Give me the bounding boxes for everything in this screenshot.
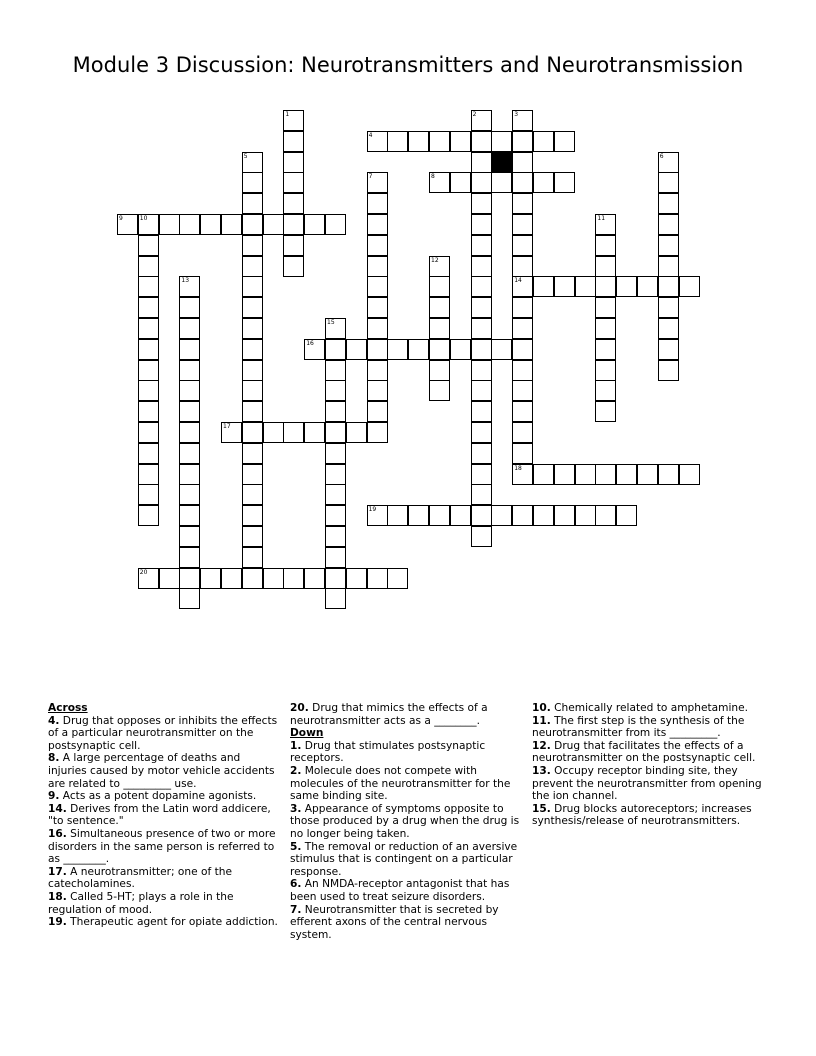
grid-cell[interactable]: [242, 152, 263, 173]
grid-cell[interactable]: [325, 214, 346, 235]
clue-down-12: 12. Drug that facilitates the effects of a neurotransmitter on the postsynaptic cell.: [532, 739, 756, 765]
grid-cell[interactable]: [616, 464, 637, 485]
grid-cell[interactable]: [242, 193, 263, 214]
grid-cell[interactable]: [616, 276, 637, 297]
clue-number: 6: [659, 152, 664, 160]
clues-column-3: [532, 702, 766, 828]
grid-cell[interactable]: [242, 484, 263, 505]
grid-cell[interactable]: [637, 464, 658, 485]
grid-cell[interactable]: [658, 235, 679, 256]
clue-across-19: 19. Therapeutic agent for opiate addiction.: [48, 916, 278, 929]
grid-cell[interactable]: [637, 276, 658, 297]
grid-cell[interactable]: [242, 401, 263, 422]
grid-cell[interactable]: [283, 193, 304, 214]
grid-cell[interactable]: [346, 339, 367, 360]
grid-cell[interactable]: [263, 214, 284, 235]
grid-cell[interactable]: [491, 172, 512, 193]
grid-cell[interactable]: [595, 360, 616, 381]
grid-cell[interactable]: [242, 172, 263, 193]
across-heading: Across: [48, 702, 88, 714]
grid-cell[interactable]: [179, 339, 200, 360]
grid-cell[interactable]: [325, 588, 346, 609]
grid-cell[interactable]: [408, 505, 429, 526]
grid-cell[interactable]: [512, 401, 533, 422]
grid-cell[interactable]: [512, 464, 533, 485]
grid-cell[interactable]: [367, 505, 388, 526]
grid-cell[interactable]: [325, 401, 346, 422]
grid-cell[interactable]: [471, 339, 492, 360]
grid-cell[interactable]: [658, 152, 679, 173]
clue-number: 12: [431, 256, 439, 264]
grid-cell[interactable]: [387, 131, 408, 152]
grid-cell[interactable]: [138, 443, 159, 464]
grid-cell[interactable]: [429, 360, 450, 381]
grid-cell[interactable]: [595, 339, 616, 360]
grid-cell[interactable]: [179, 526, 200, 547]
grid-cell[interactable]: [367, 360, 388, 381]
grid-cell[interactable]: [554, 172, 575, 193]
grid-cell[interactable]: [471, 110, 492, 131]
grid-cell[interactable]: [575, 505, 596, 526]
grid-cell[interactable]: [512, 172, 533, 193]
grid-cell[interactable]: [408, 131, 429, 152]
grid-cell[interactable]: [533, 172, 554, 193]
grid-cell[interactable]: [595, 401, 616, 422]
grid-cell[interactable]: [658, 193, 679, 214]
grid-cell[interactable]: [242, 505, 263, 526]
grid-cell[interactable]: [179, 505, 200, 526]
page-title: Module 3 Discussion: Neurotransmitters and Neurotransmission: [72, 53, 744, 77]
grid-cell[interactable]: [367, 297, 388, 318]
grid-cell[interactable]: [283, 422, 304, 443]
grid-cell[interactable]: [283, 214, 304, 235]
grid-cell[interactable]: [658, 464, 679, 485]
grid-cell[interactable]: [512, 318, 533, 339]
clue-across-14: 14. Derives from the Latin word addicere, "to sentence.": [48, 802, 271, 828]
grid-cell[interactable]: [491, 505, 512, 526]
grid-cell[interactable]: [367, 380, 388, 401]
clue-number: 7: [368, 173, 373, 181]
grid-cell[interactable]: [471, 235, 492, 256]
grid-cell[interactable]: [575, 464, 596, 485]
grid-cell[interactable]: [512, 360, 533, 381]
grid-cell[interactable]: [138, 505, 159, 526]
grid-cell[interactable]: [387, 568, 408, 589]
clues-column-2: [290, 702, 524, 941]
clue-across-4: 4. Drug that opposes or inhibits the effects of a particular neurotransmitter on the postsynaptic cell.: [48, 714, 278, 752]
grid-cell[interactable]: [325, 484, 346, 505]
grid-cell[interactable]: [179, 276, 200, 297]
grid-cell[interactable]: [658, 318, 679, 339]
clue-across-17: 17. A neurotransmitter; one of the catecholamines.: [48, 865, 232, 891]
grid-cell[interactable]: [471, 360, 492, 381]
grid-cell[interactable]: [179, 318, 200, 339]
grid-cell[interactable]: [325, 360, 346, 381]
grid-cell[interactable]: [138, 276, 159, 297]
clue-number: 3: [514, 111, 519, 118]
clue-number: 14: [514, 277, 522, 285]
clue-number: 11: [597, 215, 606, 222]
grid-cell[interactable]: [283, 110, 304, 131]
grid-cell[interactable]: [658, 297, 679, 318]
grid-cell[interactable]: [242, 422, 263, 443]
grid-cell[interactable]: [325, 547, 346, 568]
grid-cell[interactable]: [471, 505, 492, 526]
grid-cell[interactable]: [138, 380, 159, 401]
grid-cell[interactable]: [450, 505, 471, 526]
grid-cell[interactable]: [429, 380, 450, 401]
grid-cell[interactable]: [512, 235, 533, 256]
grid-cell[interactable]: [242, 526, 263, 547]
clue-down-10: 10. Chemically related to amphetamine.: [532, 702, 749, 714]
grid-cell[interactable]: [658, 276, 679, 297]
grid-cell[interactable]: [138, 422, 159, 443]
grid-cell[interactable]: [159, 214, 180, 235]
grid-cell[interactable]: [367, 276, 388, 297]
grid-cell[interactable]: [283, 256, 304, 277]
grid-cell[interactable]: [471, 214, 492, 235]
grid-cell[interactable]: [533, 505, 554, 526]
clue-down-15: 15. Drug blocks autoreceptors; increases synthesis/release of neurotransmitters.: [532, 802, 752, 828]
grid-cell[interactable]: [471, 422, 492, 443]
grid-cell[interactable]: [533, 464, 554, 485]
grid-cell[interactable]: [304, 422, 325, 443]
grid-cell[interactable]: [450, 172, 471, 193]
grid-cell[interactable]: [471, 443, 492, 464]
grid-cell[interactable]: [512, 297, 533, 318]
black-cell: [491, 152, 512, 173]
grid-cell[interactable]: [512, 110, 533, 131]
grid-cell[interactable]: [263, 568, 284, 589]
grid-cell[interactable]: [304, 568, 325, 589]
grid-cell[interactable]: [117, 214, 138, 235]
clue-across-16: 16. Simultaneous presence of two or more disorders in the same person is referred to as ________.: [48, 827, 276, 866]
grid-cell[interactable]: [242, 547, 263, 568]
grid-cell[interactable]: [242, 235, 263, 256]
grid-cell[interactable]: [179, 547, 200, 568]
clue-across-8: 8. A large percentage of deaths and injuries caused by motor vehicle accidents are related to _________ use.: [48, 752, 275, 790]
clue-number: 19: [368, 506, 377, 514]
grid-cell[interactable]: [242, 276, 263, 297]
grid-cell[interactable]: [512, 152, 533, 173]
grid-cell[interactable]: [554, 464, 575, 485]
grid-cell[interactable]: [283, 172, 304, 193]
grid-cell[interactable]: [138, 297, 159, 318]
grid-cell[interactable]: [242, 360, 263, 381]
grid-cell[interactable]: [242, 297, 263, 318]
grid-cell[interactable]: [179, 360, 200, 381]
grid-cell[interactable]: [429, 131, 450, 152]
grid-cell[interactable]: [283, 235, 304, 256]
grid-cell[interactable]: [512, 276, 533, 297]
grid-cell[interactable]: [471, 318, 492, 339]
grid-cell[interactable]: [616, 505, 637, 526]
grid-cell[interactable]: [471, 193, 492, 214]
grid-cell[interactable]: [512, 422, 533, 443]
grid-cell[interactable]: [283, 152, 304, 173]
clue-down-13: 13. Occupy receptor binding site, they prevent the neurotransmitter from opening the ion channel.: [532, 764, 762, 803]
grid-cell[interactable]: [595, 276, 616, 297]
grid-cell[interactable]: [512, 214, 533, 235]
grid-cell[interactable]: [179, 214, 200, 235]
grid-cell[interactable]: [283, 131, 304, 152]
grid-cell[interactable]: [325, 505, 346, 526]
grid-cell[interactable]: [595, 318, 616, 339]
clue-number: 17: [223, 423, 231, 430]
clue-down-7: 7. Neurotransmitter that is secreted by efferent axons of the central nervous system.: [290, 903, 499, 941]
grid-cell[interactable]: [429, 297, 450, 318]
grid-cell[interactable]: [367, 401, 388, 422]
grid-cell[interactable]: [200, 214, 221, 235]
grid-cell[interactable]: [471, 256, 492, 277]
clue-number: 8: [431, 173, 435, 181]
grid-cell[interactable]: [325, 339, 346, 360]
grid-cell[interactable]: [138, 360, 159, 381]
grid-cell[interactable]: [325, 422, 346, 443]
clue-across-18: 18. Called 5-HT; plays a role in the regulation of mood.: [48, 890, 234, 916]
grid-cell[interactable]: [242, 256, 263, 277]
grid-cell[interactable]: [595, 505, 616, 526]
grid-cell[interactable]: [408, 339, 429, 360]
clue-down-2: 2. Molecule does not compete with molecules of the neurotransmitter for the same binding site.: [290, 764, 511, 803]
grid-cell[interactable]: [138, 256, 159, 277]
grid-cell[interactable]: [471, 484, 492, 505]
grid-cell[interactable]: [221, 214, 242, 235]
grid-cell[interactable]: [595, 297, 616, 318]
grid-cell[interactable]: [429, 276, 450, 297]
clue-number: 15: [327, 319, 335, 326]
grid-cell[interactable]: [367, 422, 388, 443]
grid-cell[interactable]: [595, 380, 616, 401]
clues-column-1: [48, 702, 280, 929]
grid-cell[interactable]: [200, 568, 221, 589]
grid-cell[interactable]: [512, 256, 533, 277]
grid-cell[interactable]: [138, 568, 159, 589]
grid-cell[interactable]: [325, 318, 346, 339]
grid-cell[interactable]: [595, 214, 616, 235]
grid-cell[interactable]: [304, 214, 325, 235]
grid-cell[interactable]: [325, 568, 346, 589]
grid-cell[interactable]: [367, 339, 388, 360]
grid-cell[interactable]: [387, 339, 408, 360]
grid-cell[interactable]: [179, 401, 200, 422]
grid-cell[interactable]: [179, 297, 200, 318]
grid-cell[interactable]: [325, 464, 346, 485]
grid-cell[interactable]: [367, 256, 388, 277]
grid-cell[interactable]: [450, 131, 471, 152]
clue-number: 18: [514, 464, 522, 472]
grid-cell[interactable]: [138, 318, 159, 339]
grid-cell[interactable]: [429, 339, 450, 360]
grid-cell[interactable]: [138, 214, 159, 235]
clue-down-1: 1. Drug that stimulates postsynaptic receptors.: [290, 739, 486, 765]
down-heading: Down: [290, 727, 324, 740]
grid-cell[interactable]: [471, 380, 492, 401]
grid-cell[interactable]: [679, 276, 700, 297]
grid-cell[interactable]: [658, 360, 679, 381]
grid-cell[interactable]: [346, 568, 367, 589]
grid-cell[interactable]: [658, 256, 679, 277]
grid-cell[interactable]: [304, 339, 325, 360]
clue-number: 1: [285, 111, 290, 118]
grid-cell[interactable]: [242, 339, 263, 360]
clue-number: 13: [181, 277, 190, 285]
grid-cell[interactable]: [242, 464, 263, 485]
grid-cell[interactable]: [595, 235, 616, 256]
grid-cell[interactable]: [367, 131, 388, 152]
grid-cell[interactable]: [429, 172, 450, 193]
grid-cell[interactable]: [658, 172, 679, 193]
grid-cell[interactable]: [679, 464, 700, 485]
clue-across-20: 20. Drug that mimics the effects of a neurotransmitter acts as a ________.: [290, 702, 488, 727]
clue-number: 20: [139, 568, 148, 576]
grid-cell[interactable]: [367, 318, 388, 339]
grid-cell[interactable]: [179, 484, 200, 505]
grid-cell[interactable]: [533, 276, 554, 297]
grid-cell[interactable]: [429, 505, 450, 526]
grid-cell[interactable]: [138, 401, 159, 422]
clue-number: 9: [119, 215, 123, 222]
grid-cell[interactable]: [367, 235, 388, 256]
grid-cell[interactable]: [179, 443, 200, 464]
grid-cell[interactable]: [242, 318, 263, 339]
grid-cell[interactable]: [367, 568, 388, 589]
grid-cell[interactable]: [512, 131, 533, 152]
grid-cell[interactable]: [658, 339, 679, 360]
grid-cell[interactable]: [450, 339, 471, 360]
clue-number: 2: [472, 111, 477, 118]
grid-cell[interactable]: [554, 505, 575, 526]
grid-cell[interactable]: [138, 464, 159, 485]
grid-cell[interactable]: [471, 526, 492, 547]
grid-cell[interactable]: [242, 214, 263, 235]
grid-cell[interactable]: [179, 588, 200, 609]
grid-cell[interactable]: [429, 318, 450, 339]
clue-down-3: 3. Appearance of symptoms opposite to those produced by a drug when the drug is no longer being taken.: [290, 802, 520, 840]
grid-cell[interactable]: [242, 380, 263, 401]
grid-cell[interactable]: [512, 380, 533, 401]
clue-down-5: 5. The removal or reduction of an aversive stimulus that is contingent on a particular response.: [290, 840, 518, 878]
grid-cell[interactable]: [346, 422, 367, 443]
grid-cell[interactable]: [491, 131, 512, 152]
grid-cell[interactable]: [179, 568, 200, 589]
grid-cell[interactable]: [325, 526, 346, 547]
clue-down-11: 11. The first step is the synthesis of the neurotransmitter from its _________.: [532, 714, 745, 740]
grid-cell[interactable]: [221, 568, 242, 589]
clue-number: 16: [306, 339, 314, 347]
grid-cell[interactable]: [179, 464, 200, 485]
grid-cell[interactable]: [471, 401, 492, 422]
grid-cell[interactable]: [595, 464, 616, 485]
clue-number: 5: [243, 152, 248, 160]
grid-cell[interactable]: [387, 505, 408, 526]
grid-cell[interactable]: [263, 422, 284, 443]
grid-cell[interactable]: [367, 172, 388, 193]
grid-cell[interactable]: [595, 256, 616, 277]
grid-cell[interactable]: [554, 131, 575, 152]
grid-cell[interactable]: [658, 214, 679, 235]
grid-cell[interactable]: [325, 443, 346, 464]
grid-cell[interactable]: [367, 214, 388, 235]
grid-cell[interactable]: [512, 443, 533, 464]
grid-cell[interactable]: [138, 484, 159, 505]
grid-cell[interactable]: [471, 152, 492, 173]
grid-cell[interactable]: [242, 568, 263, 589]
grid-cell[interactable]: [491, 339, 512, 360]
grid-cell[interactable]: [179, 422, 200, 443]
grid-cell[interactable]: [138, 235, 159, 256]
grid-cell[interactable]: [512, 505, 533, 526]
grid-cell[interactable]: [471, 297, 492, 318]
grid-cell[interactable]: [471, 131, 492, 152]
grid-cell[interactable]: [471, 276, 492, 297]
grid-cell[interactable]: [159, 568, 180, 589]
grid-cell[interactable]: [179, 380, 200, 401]
grid-cell[interactable]: [533, 131, 554, 152]
grid-cell[interactable]: [325, 380, 346, 401]
grid-cell[interactable]: [221, 422, 242, 443]
grid-cell[interactable]: [429, 256, 450, 277]
grid-cell[interactable]: [471, 172, 492, 193]
grid-cell[interactable]: [367, 193, 388, 214]
grid-cell[interactable]: [512, 193, 533, 214]
grid-cell[interactable]: [283, 568, 304, 589]
grid-cell[interactable]: [471, 464, 492, 485]
grid-cell[interactable]: [138, 339, 159, 360]
clue-down-6: 6. An NMDA-receptor antagonist that has been used to treat seizure disorders.: [290, 878, 510, 903]
clue-number: 4: [368, 131, 373, 139]
grid-cell[interactable]: [575, 276, 596, 297]
clue-number: 10: [139, 215, 148, 222]
grid-cell[interactable]: [512, 339, 533, 360]
grid-cell[interactable]: [554, 276, 575, 297]
grid-cell[interactable]: [242, 443, 263, 464]
clue-across-9: 9. Acts as a potent dopamine agonists.: [48, 790, 257, 803]
